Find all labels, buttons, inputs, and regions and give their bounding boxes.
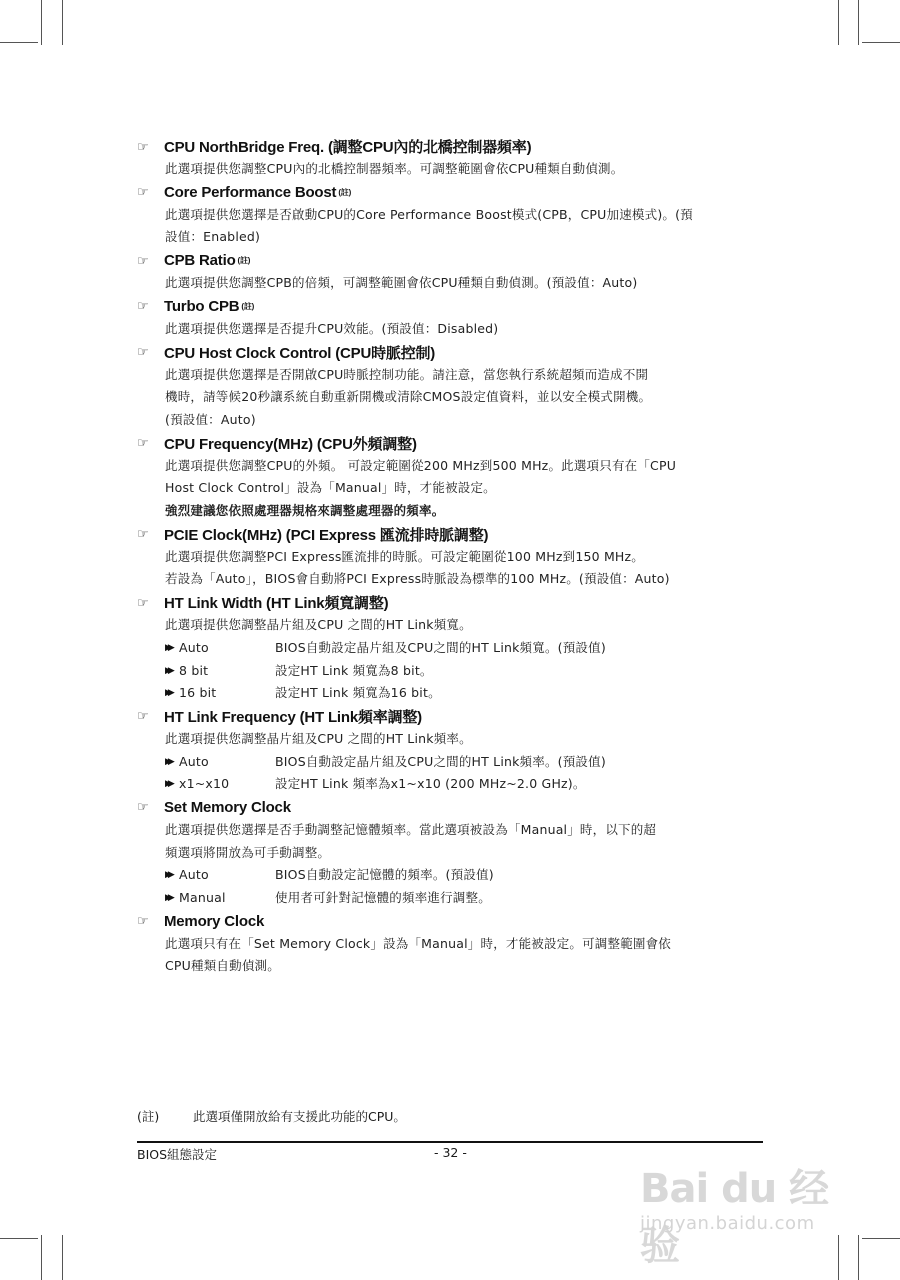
setting-heading — [137, 910, 765, 933]
setting-description — [165, 364, 765, 432]
option-value: x1~x10 — [179, 776, 230, 792]
setting-heading — [137, 591, 765, 614]
setting-heading — [137, 295, 765, 318]
description-line: 此選項提供您選擇是否手動調整記憶體頻率。當此選項被設為「Manual」時，以下的超 — [165, 821, 657, 837]
setting-description — [165, 546, 765, 591]
setting-title: Core Performance Boost — [164, 183, 337, 201]
description-line: 機時，請等候20秒讓系統自動重新開機或清除CMOS設定值資料，並以安全模式開機。 — [165, 389, 652, 405]
footer-rule — [137, 1141, 763, 1143]
crop-mark — [41, 0, 42, 45]
pointing-hand-icon: ☞ — [137, 252, 149, 268]
setting-heading — [137, 249, 765, 272]
option-row — [165, 887, 765, 910]
setting-title: CPU NorthBridge Freq. (調整CPU內的北橋控制器頻率) — [164, 139, 532, 156]
crop-mark — [858, 0, 859, 45]
setting-description — [165, 455, 765, 523]
option-value: Auto — [179, 867, 209, 883]
option-row — [165, 751, 765, 774]
setting-item — [137, 295, 765, 341]
pointing-hand-icon: ☞ — [137, 344, 149, 360]
footnote-text: 此選項僅開放給有支援此功能的CPU。 — [193, 1109, 406, 1124]
option-value: Auto — [179, 639, 209, 655]
pointing-hand-icon: ☞ — [137, 913, 149, 929]
setting-item — [137, 796, 765, 910]
double-arrow-icon: ▶▶ — [165, 870, 171, 881]
setting-heading — [137, 341, 765, 364]
description-line: 此選項提供您選擇是否啟動CPU的Core Performance Boost模式(CPB，CPU加速模式)。(預 — [165, 206, 693, 222]
double-arrow-icon: ▶▶ — [165, 665, 171, 676]
watermark-url: jingyan.baidu.com — [640, 1213, 815, 1234]
option-row — [165, 682, 765, 705]
description-line: 設值：Enabled) — [165, 229, 261, 245]
setting-title: Turbo CPB — [164, 297, 240, 315]
description-line: 此選項提供您調整晶片組及CPU 之間的HT Link頻率。 — [165, 730, 472, 746]
double-arrow-icon: ▶▶ — [165, 779, 171, 790]
setting-description — [165, 272, 765, 295]
setting-title: CPB Ratio — [164, 252, 236, 270]
option-row — [165, 864, 765, 887]
setting-heading — [137, 432, 765, 455]
footnote-reference: (註) — [338, 187, 352, 197]
double-arrow-icon: ▶▶ — [165, 756, 171, 767]
description-line: 此選項提供您調整PCI Express匯流排的時脈。可設定範圍從100 MHz到150 MHz。 — [165, 548, 644, 564]
setting-heading — [137, 135, 765, 158]
footnote — [137, 1107, 765, 1125]
option-description: 設定HT Link 頻寬為8 bit。 — [275, 662, 433, 678]
crop-mark — [862, 1238, 900, 1239]
option-row — [165, 660, 765, 683]
pointing-hand-icon: ☞ — [137, 184, 149, 200]
setting-item — [137, 249, 765, 295]
option-value: 16 bit — [179, 685, 217, 701]
option-description: 使用者可針對記憶體的頻率進行調整。 — [275, 890, 491, 906]
footer-section-title: BIOS組態設定 — [137, 1147, 218, 1162]
setting-description — [165, 318, 765, 341]
manual-content — [137, 135, 765, 978]
option-description: BIOS自動設定晶片組及CPU之間的HT Link頻率。(預設值) — [275, 753, 606, 769]
setting-description — [165, 158, 765, 181]
double-arrow-icon: ▶▶ — [165, 642, 171, 653]
setting-description — [165, 819, 765, 910]
page-number: - 32 - — [434, 1145, 467, 1160]
description-line: 此選項提供您調整CPB的倍頻，可調整範圍會依CPU種類自動偵測。(預設值：Auto) — [165, 275, 638, 291]
setting-heading — [137, 181, 765, 204]
crop-mark — [41, 1235, 42, 1280]
setting-title: CPU Frequency(MHz) (CPU外頻調整) — [164, 435, 417, 453]
description-line: 此選項提供您調整CPU的外頻。 可設定範圍從200 MHz到500 MHz。此選項只有在「CPU — [165, 457, 677, 473]
option-description: 設定HT Link 頻率為x1~x10 (200 MHz~2.0 GHz)。 — [275, 776, 586, 792]
setting-title: CPU Host Clock Control (CPU時脈控制) — [164, 344, 436, 362]
footnote-reference: (註) — [237, 256, 251, 266]
description-line: 此選項提供您選擇是否提升CPU效能。(預設值：Disabled) — [165, 320, 499, 336]
option-value: 8 bit — [179, 662, 209, 678]
option-value: Manual — [179, 890, 226, 906]
setting-item — [137, 591, 765, 705]
setting-item — [137, 705, 765, 796]
pointing-hand-icon: ☞ — [137, 799, 149, 815]
warning-line: 強烈建議您依照處理器規格來調整處理器的頻率。 — [165, 503, 445, 519]
watermark-logo-text: Bai du 经验 — [640, 1166, 829, 1269]
pointing-hand-icon: ☞ — [137, 708, 149, 724]
watermark — [640, 1145, 850, 1269]
crop-mark — [0, 42, 38, 43]
description-line: 此選項只有在「Set Memory Clock」設為「Manual」時，才能被設定。可調整範圍會依 — [165, 935, 671, 951]
setting-item — [137, 910, 765, 978]
crop-mark — [62, 0, 63, 45]
description-line: (預設值：Auto) — [165, 411, 256, 427]
footnote-reference: (註) — [241, 301, 255, 311]
setting-description — [165, 204, 765, 249]
footnote-mark: (註) — [137, 1109, 160, 1124]
pointing-hand-icon: ☞ — [137, 435, 149, 451]
option-value: Auto — [179, 753, 209, 769]
setting-heading — [137, 705, 765, 728]
pointing-hand-icon: ☞ — [137, 298, 149, 314]
setting-heading — [137, 796, 765, 819]
setting-item — [137, 341, 765, 432]
crop-mark — [862, 42, 900, 43]
option-description: BIOS自動設定晶片組及CPU之間的HT Link頻寬。(預設值) — [275, 639, 606, 655]
double-arrow-icon: ▶▶ — [165, 688, 171, 699]
setting-title: PCIE Clock(MHz) (PCI Express 匯流排時脈調整) — [164, 526, 489, 544]
description-line: 此選項提供您調整CPU內的北橋控制器頻率。可調整範圍會依CPU種類自動偵測。 — [165, 161, 624, 176]
setting-title: Set Memory Clock — [164, 798, 291, 816]
setting-title: HT Link Frequency (HT Link頻率調整) — [164, 708, 422, 726]
description-line: 若設為「Auto」，BIOS會自動將PCI Express時脈設為標準的100 MHz。(預設值：Auto) — [165, 571, 670, 587]
double-arrow-icon: ▶▶ — [165, 893, 171, 904]
description-line: 此選項提供您調整晶片組及CPU 之間的HT Link頻寬。 — [165, 617, 472, 633]
setting-item — [137, 432, 765, 523]
crop-mark — [0, 1238, 38, 1239]
setting-heading — [137, 523, 765, 546]
setting-title: Memory Clock — [164, 912, 265, 930]
option-row — [165, 637, 765, 660]
setting-description — [165, 933, 765, 978]
setting-description — [165, 728, 765, 796]
option-description: BIOS自動設定記憶體的頻率。(預設值) — [275, 867, 494, 883]
setting-title: HT Link Width (HT Link頻寬調整) — [164, 595, 389, 613]
crop-mark — [62, 1235, 63, 1280]
setting-item — [137, 523, 765, 591]
pointing-hand-icon: ☞ — [137, 526, 149, 542]
setting-description — [165, 614, 765, 705]
crop-mark — [838, 0, 839, 45]
crop-mark — [858, 1235, 859, 1280]
pointing-hand-icon: ☞ — [137, 594, 149, 610]
description-line: 頻選項將開放為可手動調整。 — [165, 844, 331, 860]
description-line: 此選項提供您選擇是否開啟CPU時脈控制功能。請注意，當您執行系統超頻而造成不開 — [165, 366, 649, 382]
option-description: 設定HT Link 頻寬為16 bit。 — [275, 685, 441, 701]
setting-item — [137, 135, 765, 181]
option-row — [165, 773, 765, 796]
setting-item — [137, 181, 765, 249]
pointing-hand-icon: ☞ — [137, 138, 149, 154]
description-line: Host Clock Control」設為「Manual」時，才能被設定。 — [165, 480, 496, 496]
description-line: CPU種類自動偵測。 — [165, 958, 280, 974]
